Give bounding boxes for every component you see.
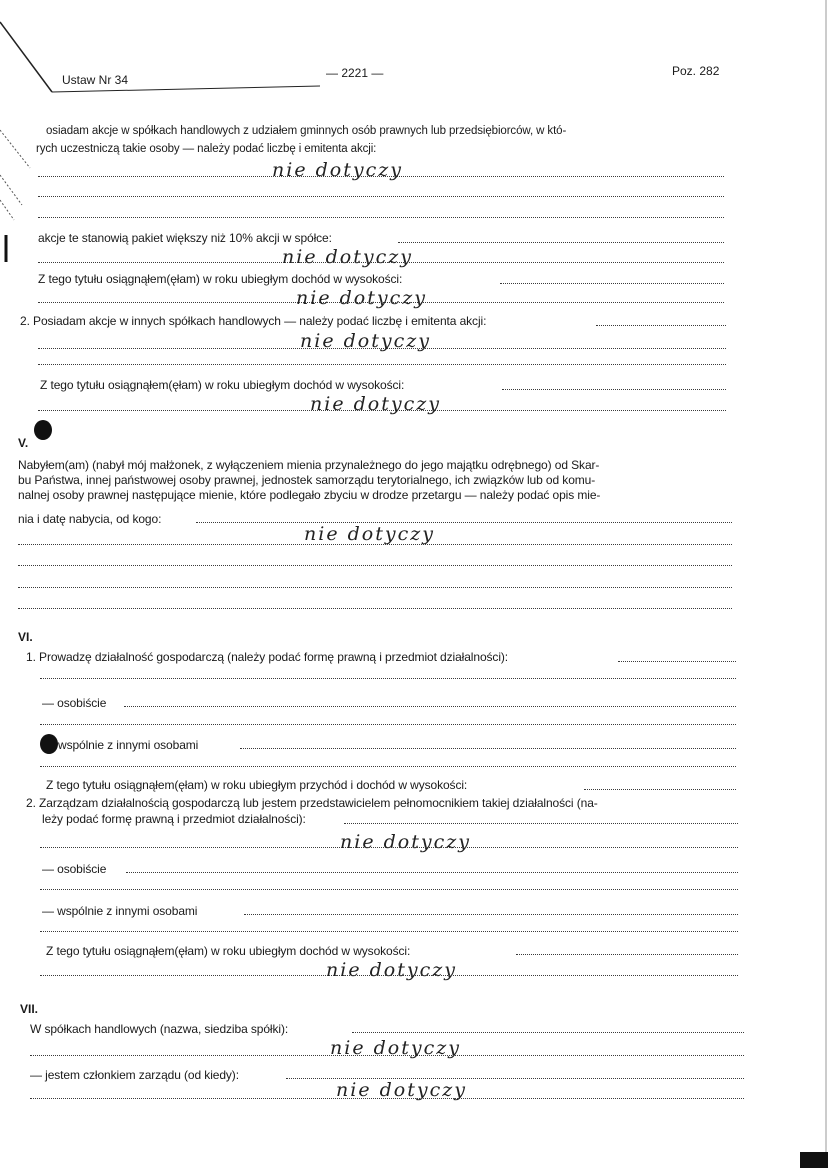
p6-dotline-7 [584, 789, 736, 790]
p4-dotline-4 [398, 242, 724, 243]
p4-dotline-8 [596, 325, 726, 326]
p4-dotline-10 [38, 364, 726, 365]
p6-jointly1: wspólnie z innymi osobami [58, 738, 199, 752]
header-position: Poz. 282 [672, 64, 720, 78]
p5-answer-handwritten: nie dotyczy [304, 523, 435, 545]
p6-dotline-14 [516, 954, 738, 955]
p4-dotline-9 [38, 348, 726, 349]
p6-personal2: — osobiście [42, 862, 107, 876]
p6-dotline-12 [244, 914, 738, 915]
p6-dotline-1 [618, 661, 736, 662]
p6-dotline-9 [40, 847, 738, 848]
p7-answer2-handwritten: nie dotyczy [336, 1079, 467, 1101]
p6-jointly2: — wspólnie z innymi osobami [42, 904, 198, 918]
p6-answer2-handwritten: nie dotyczy [326, 959, 457, 981]
punch-hole-2 [40, 734, 58, 754]
p4-line2: rych uczestniczą takie osoby — należy podać liczbę i emitenta akcji: [36, 143, 377, 155]
p5-line3: nalnej osoby prawnej następujące mienie, które podlegało zbyciu w drodze przetargu — należy podać opis mie- [18, 488, 601, 502]
section-vii-numeral: VII. [20, 1002, 39, 1016]
p7-dotline-4 [30, 1098, 744, 1099]
p6-income1: Z tego tytułu osiągnąłem(ęłam) w roku ubiegłym przychód i dochód w wysokości: [46, 778, 468, 792]
p5-dotline-1 [196, 522, 732, 523]
p4-answer1-handwritten: nie dotyczy [272, 159, 403, 181]
p5-dotline-4 [18, 587, 732, 588]
p4-dotline-12 [38, 410, 726, 411]
p6-item1: 1. Prowadzę działalność gospodarczą (należy podać formę prawną i przedmiot działalności): [26, 650, 509, 664]
p4-answer4-handwritten: nie dotyczy [300, 330, 431, 352]
p7-dotline-2 [30, 1055, 744, 1056]
p7-dotline-1 [352, 1032, 744, 1033]
p7-answer1-handwritten: nie dotyczy [330, 1037, 461, 1059]
p7-line2: — jestem członkiem zarządu (od kiedy): [30, 1068, 239, 1082]
p5-dotline-2 [18, 544, 732, 545]
p6-answer-handwritten: nie dotyczy [340, 831, 471, 853]
p5-dotline-3 [18, 565, 732, 566]
p5-line1: Nabyłem(am) (nabył mój małżonek, z wyłączeniem mienia przynależnego do jego majątku odrębnego) od Skar- [18, 458, 600, 472]
p5-dotline-5 [18, 608, 732, 609]
p6-dotline-4 [40, 724, 736, 725]
p6-dotline-6 [40, 766, 736, 767]
p4-dotline-1 [38, 176, 724, 177]
section-vi-numeral: VI. [18, 630, 33, 644]
header-page-number: — 2221 — [326, 66, 384, 80]
p6-dotline-2 [40, 678, 736, 679]
p5-line2: bu Państwa, innej państwowej osoby prawnej, jednostek samorządu terytorialnego, ich związków lub od komu- [18, 473, 596, 487]
p4-dotline-3 [38, 217, 724, 218]
p6-income2: Z tego tytułu osiągnąłem(ęłam) w roku ubiegłym dochód w wysokości: [46, 944, 411, 958]
scan-corner-mark [800, 1152, 828, 1168]
p4-dotline-11 [502, 389, 726, 390]
p6-personal1: — osobiście [42, 696, 107, 710]
p7-line1: W spółkach handlowych (nazwa, siedziba spółki): [30, 1022, 289, 1036]
p4-line1: osiadam akcje w spółkach handlowych z udziałem gminnych osób prawnych lub przedsiębiorców, w któ- [46, 125, 567, 137]
p4-line6: Z tego tytułu osiągnąłem(ęłam) w roku ubiegłym dochód w wysokości: [40, 378, 405, 392]
p6-dotline-10 [126, 872, 738, 873]
p4-answer2-handwritten: nie dotyczy [282, 246, 413, 268]
p6-dotline-15 [40, 975, 738, 976]
p4-dotline-6 [500, 283, 724, 284]
p5-line4: nia i datę nabycia, od kogo: [18, 512, 162, 526]
p4-line5: 2. Posiadam akcje w innych spółkach handlowych — należy podać liczbę i emitenta akcji: [20, 314, 487, 328]
p6-dotline-5 [240, 748, 736, 749]
p6-dotline-13 [40, 931, 738, 932]
p4-line3: akcje te stanowią pakiet większy niż 10% akcji w spółce: [38, 231, 332, 245]
punch-hole-1 [34, 420, 52, 440]
p4-answer3-handwritten: nie dotyczy [296, 287, 427, 309]
p4-answer5-handwritten: nie dotyczy [310, 393, 441, 415]
section-v-numeral: V. [18, 436, 29, 450]
p6-dotline-3 [124, 706, 736, 707]
p6-dotline-11 [40, 889, 738, 890]
p6-item2a: 2. Zarządzam działalnością gospodarczą lub jestem przedstawicielem pełnomocnikiem takiej działalności (na- [26, 796, 598, 810]
header-journal: Ustaw Nr 34 [62, 73, 129, 87]
p4-dotline-2 [38, 196, 724, 197]
p4-line4: Z tego tytułu osiągnąłem(ęłam) w roku ubiegłym dochód w wysokości: [38, 272, 403, 286]
p6-item2b: leży podać formę prawną i przedmiot działalności): [42, 812, 306, 826]
p4-dotline-7 [38, 302, 724, 303]
p6-dotline-8 [344, 823, 738, 824]
p4-dotline-5 [38, 262, 724, 263]
